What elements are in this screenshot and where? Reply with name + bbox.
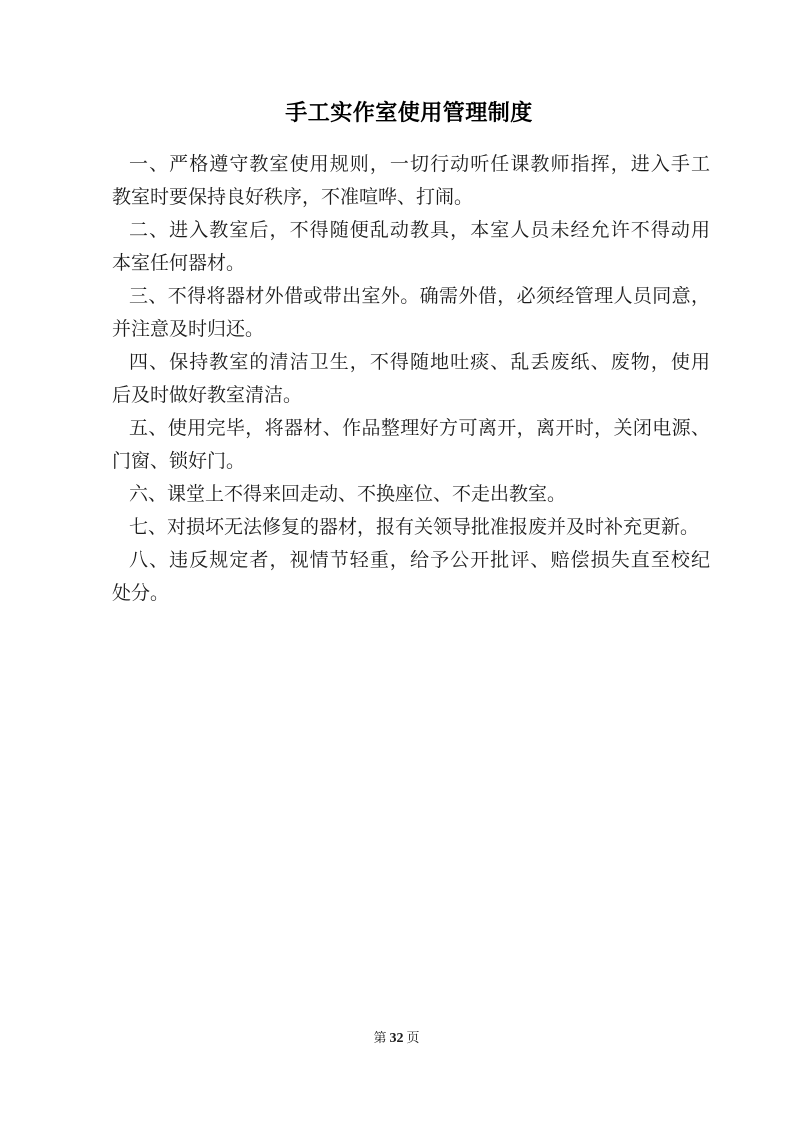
paragraph-line: 八、违反规定者，视情节轻重，给予公开批评、赔偿损失直至校纪 <box>129 550 710 571</box>
paragraph-line: 五、使用完毕，将器材、作品整理好方可离开，离开时，关闭电源、 <box>129 418 710 439</box>
page-footer <box>0 1029 793 1048</box>
paragraph-line: 门窗、锁好门。 <box>112 451 246 472</box>
footer-page-prefix: 第 <box>373 1030 387 1045</box>
paragraph-line: 七、对损坏无法修复的器材，报有关领导批准报废并及时补充更新。 <box>129 517 700 538</box>
paragraph-line: 四、保持教室的清洁卫生，不得随地吐痰、乱丢废纸、废物，使用 <box>129 352 710 373</box>
paragraph-line: 三、不得将器材外借或带出室外。确需外借，必须经管理人员同意， <box>129 286 710 307</box>
paragraph-line: 本室任何器材。 <box>112 253 246 274</box>
paragraph-line: 并注意及时归还。 <box>112 319 265 340</box>
paragraph-line: 后及时做好教室清洁。 <box>112 385 303 406</box>
paragraph-line: 一、严格遵守教室使用规则，一切行动听任课教师指挥，进入手工 <box>129 154 710 175</box>
page-title: 手工实作室使用管理制度 <box>285 100 533 125</box>
page-number: 32 <box>389 1031 404 1046</box>
paragraph-line: 二、进入教室后，不得随便乱动教具，本室人员未经允许不得动用 <box>129 220 710 241</box>
paragraph-line: 六、课堂上不得来回走动、不换座位、不走出教室。 <box>129 484 567 505</box>
document-body <box>112 148 710 610</box>
footer-page-suffix: 页 <box>406 1030 420 1045</box>
paragraph-line: 处分。 <box>112 583 170 604</box>
paragraph-line: 教室时要保持良好秩序，不准喧哗、打闹。 <box>112 187 474 208</box>
